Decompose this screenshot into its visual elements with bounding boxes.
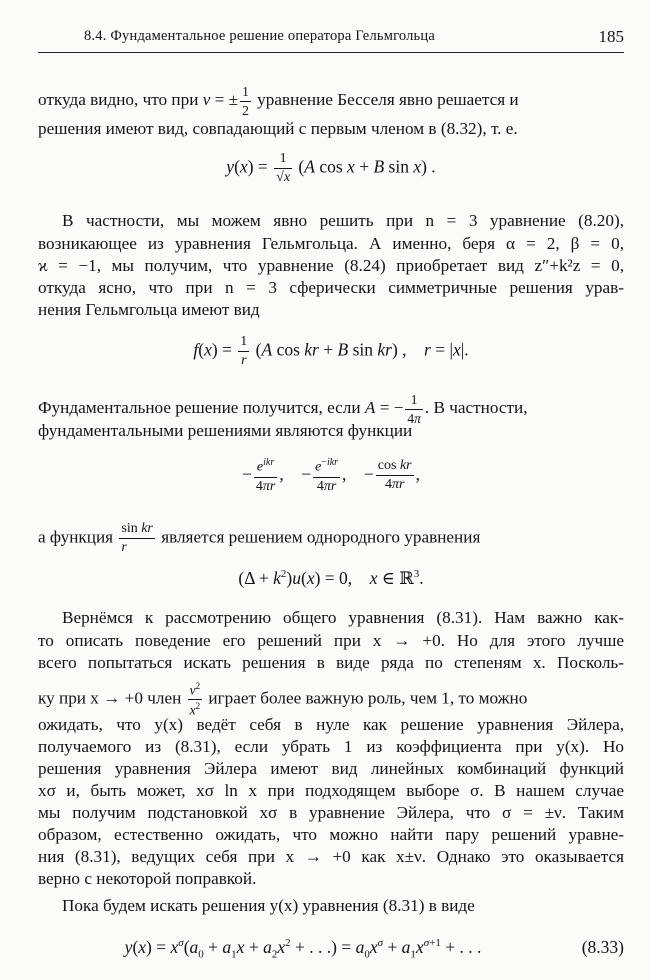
fraction: $\frac{1}{4\pi}$	[407, 392, 421, 426]
text-line: ожидать, что y(x) ведёт себя в нуле как решение уравнения Эйлера,	[38, 715, 624, 734]
fraction: $\frac{1}{2}$	[242, 84, 249, 118]
text-line: ния (8.31), ведущих себя при x → +0 как x±ν. Однако это оказывается	[38, 847, 624, 866]
equation-number: (8.33)	[581, 937, 624, 957]
equation-spherical-solution: f(x) = $\frac{1}{r}$ (A cos kr + B sin kr) , r = |x|.	[193, 334, 469, 368]
text-line: решения имеют вид, совпадающий с первым членом в (8.32), т. е.	[38, 119, 518, 138]
text-line: всего попытаться искать решения в виде ряда по степеням x. Посколь-	[38, 653, 624, 672]
text-line: ϰ = −1, мы получим, что уравнение (8.24) приобретает вид z″+k²z = 0,	[38, 256, 624, 275]
equation-homogeneous: $(\Delta + k^2)u(x) = 0$, x ∈ ℝ$^3$.	[238, 568, 424, 588]
text-line: Вернёмся к рассмотрению общего уравнения (8.31). Нам важно как-	[62, 608, 624, 627]
text-line: получаемого из (8.31), если убрать 1 из коэффициента при y(x). Но	[38, 737, 624, 756]
text-line: мы получим подстановкой xσ в уравнение Эйлера, что σ = ±ν. Таким	[38, 803, 624, 822]
equation-bessel-solution: y(x) = $\frac{1}{√x}$ (A cos x + B sin x) .	[226, 151, 436, 185]
text-line: фундаментальными решениями являются функции	[38, 421, 413, 440]
text-line: а функция $\frac{\text{sin kr}}{r}$ является решением однородного уравнения	[38, 521, 481, 555]
equation-series: $y(x) = x^\sigma(a_0 + a_1x + a_2x^2$ + . . .) = $a_0x^\sigma + a_1x^{\sigma+1}$ + . . . (8.33)	[124, 937, 624, 961]
text-line: откуда ясно, что при n = 3 сферически симметричные решения урав-	[38, 278, 624, 297]
text-line: xσ и, быть может, xσ ln x при подходящем выборе σ. В нашем случае	[38, 781, 624, 800]
equation-fundamental-functions: − $e^{ikr}$ 4πr , − $e^{-ikr}$ 4πr , − $\frac{\text{cos kr}}{4\pi r}$ ,	[241, 457, 421, 494]
text-line: решения уравнения Эйлера имеют вид линейных комбинаций функций	[38, 759, 624, 778]
text-line: откуда видно, что при ν = ± $\frac{1}{2}$ уравнение Бесселя явно решается и	[38, 84, 519, 118]
text-line: Пока будем искать решения y(x) уравнения (8.31) в виде	[62, 896, 475, 915]
page-number: 185	[598, 27, 624, 46]
header-section-title: 8.4. Фундаментальное решение оператора Гельмгольца	[84, 28, 435, 44]
text-line: верно с некоторой поправкой.	[38, 869, 257, 888]
text-line: нения Гельмгольца имеют вид	[38, 300, 260, 319]
text-line: образом, естественно ожидать, что можно найти пару решений уравне-	[38, 825, 624, 844]
text-line: возникающее из уравнения Гельмгольца. А именно, беря α = 2, β = 0,	[38, 234, 624, 253]
text-line: то описать поведение его решений при x → +0. Но для этого лучше	[38, 631, 624, 650]
text-line: ку при x → +0 член $\frac{\nu^2}{x^2}$ играет более важную роль, чем 1, то можно	[38, 681, 528, 718]
running-header	[38, 22, 624, 53]
text-line: Фундаментальное решение получится, если A = − $\frac{1}{4\pi}$ . В частности,	[38, 392, 528, 426]
fraction: $\frac{\nu^2}{x^2}$	[189, 681, 201, 718]
text-line: В частности, мы можем явно решить при n = 3 уравнение (8.20),	[62, 211, 624, 230]
